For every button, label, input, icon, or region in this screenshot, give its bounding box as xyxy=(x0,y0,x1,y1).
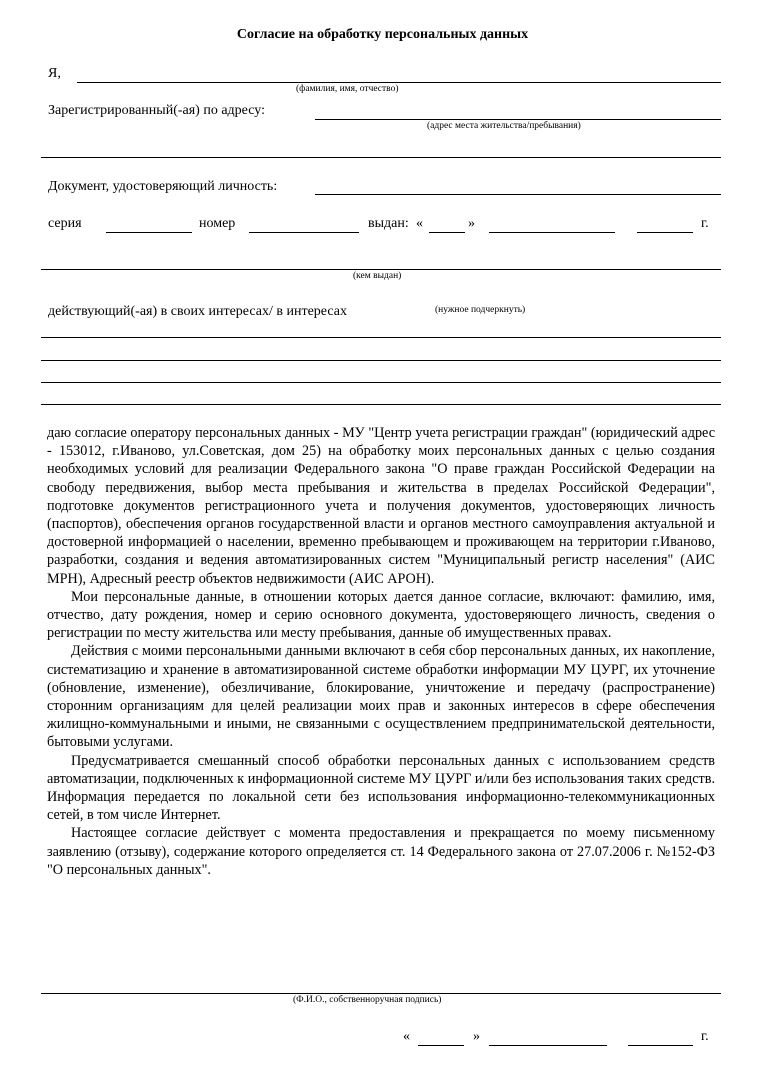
number-input-line[interactable] xyxy=(249,232,359,233)
body-paragraph-2: Мои персональные данные, в отношении которых дается данное согласие, включают: фамилию, имя, отчество, дату рождения, номер и серию основного документа, удостоверяющего личность, сведения о регистрации по месту жительства или месту пребывания, данные об имущественных правах. xyxy=(47,588,715,642)
issued-label: выдан: xyxy=(368,216,409,231)
acting-label: действующий(-ая) в своих интересах/ в интересах xyxy=(48,304,347,319)
acting-input-line-3[interactable] xyxy=(41,382,721,383)
issued-month-input-line[interactable] xyxy=(489,232,615,233)
date-quote-close: » xyxy=(473,1029,480,1044)
date-year-input-line[interactable] xyxy=(628,1045,693,1046)
series-label: серия xyxy=(48,216,82,231)
page-title: Согласие на обработку персональных данных xyxy=(236,27,529,42)
document-label: Документ, удостоверяющий личность: xyxy=(48,179,278,194)
body-paragraph-1: даю согласие оператору персональных данных - МУ "Центр учета регистрации граждан" (юридический адрес - 153012, г.Иваново, ул.Советская, дом 25) на обработку моих персональных данных с целью создания необходимых условий для реализации Федерального закона "О праве граждан Российской Федерации на свободу передвижения, выбор места пребывания и жительства в пределах Российской Федерации", подготовке документов регистрационного учета и получения документов, удостоверяющих личность (паспортов), обеспечения органов государственной власти и органов местного самоуправления актуальной и достоверной информацией о населении, временно пребывающем и проживающем на территории г.Иваново, разработки, создания и ведения автоматизированных систем "Муниципальный регистр населения" (АИС МРН), Адресный реестр объектов недвижимости (АИС АРОН). xyxy=(47,425,715,587)
acting-input-line-1[interactable] xyxy=(41,337,721,338)
issued-quote-open: « xyxy=(416,216,423,231)
issued-by-input-line[interactable] xyxy=(41,269,721,270)
fio-input-line[interactable] xyxy=(77,82,721,83)
date-day-input-line[interactable] xyxy=(418,1045,464,1046)
consent-body xyxy=(47,424,715,879)
i-label: Я, xyxy=(48,66,61,81)
signature-input-line[interactable] xyxy=(41,993,721,994)
date-quote-open: « xyxy=(403,1029,410,1044)
number-label: номер xyxy=(199,216,236,231)
address-hint: (адрес места жительства/пребывания) xyxy=(427,121,581,131)
acting-input-line-2[interactable] xyxy=(41,360,721,361)
acting-input-line-4[interactable] xyxy=(41,404,721,405)
address-input-line[interactable] xyxy=(315,119,721,120)
date-month-input-line[interactable] xyxy=(489,1045,607,1046)
issued-quote-close: » xyxy=(468,216,475,231)
body-paragraph-5: Настоящее согласие действует с момента предоставления и прекращается по моему письменному заявлению (отзыву), содержание которого определяется ст. 14 Федерального закона от 27.07.2006 г. №152-ФЗ "О персональных данных". xyxy=(47,825,715,878)
issued-by-hint: (кем выдан) xyxy=(353,271,402,281)
issued-year-input-line[interactable] xyxy=(637,232,693,233)
address-input-line-2[interactable] xyxy=(41,157,721,158)
issued-year-suffix: г. xyxy=(701,216,709,231)
document-input-line[interactable] xyxy=(315,194,721,195)
date-year-suffix: г. xyxy=(701,1029,709,1044)
address-label: Зарегистрированный(-ая) по адресу: xyxy=(48,103,265,118)
signature-hint: (Ф.И.О., собственноручная подпись) xyxy=(293,995,442,1005)
body-paragraph-4: Предусматривается смешанный способ обработки персональных данных с использованием средств автоматизации, подключенных к информационной системе МУ ЦУРГ и/или без использования таких средств. Информация передается по локальной сети без использования информационно-телекоммуникационных сетей, в том числе Интернет. xyxy=(47,752,715,824)
issued-day-input-line[interactable] xyxy=(429,232,465,233)
acting-hint: (нужное подчеркнуть) xyxy=(435,305,526,315)
series-input-line[interactable] xyxy=(106,232,192,233)
body-paragraph-3: Действия с моими персональными данными включают в себя сбор персональных данных, их накопление, систематизацию и хранение в автоматизированной системе обработки информации МУ ЦУРГ, их уточнение (обновление, изменение), обезличивание, блокирование, уничтожение и передачу (распространение) сторонним организациям для целей реализации моих прав и законных интересов в сфере обеспечения жилищно-коммунальными и иными, не связанными с осуществлением предпринимательской деятельности, бытовыми услугами. xyxy=(47,643,715,751)
fio-hint: (фамилия, имя, отчество) xyxy=(296,84,399,94)
